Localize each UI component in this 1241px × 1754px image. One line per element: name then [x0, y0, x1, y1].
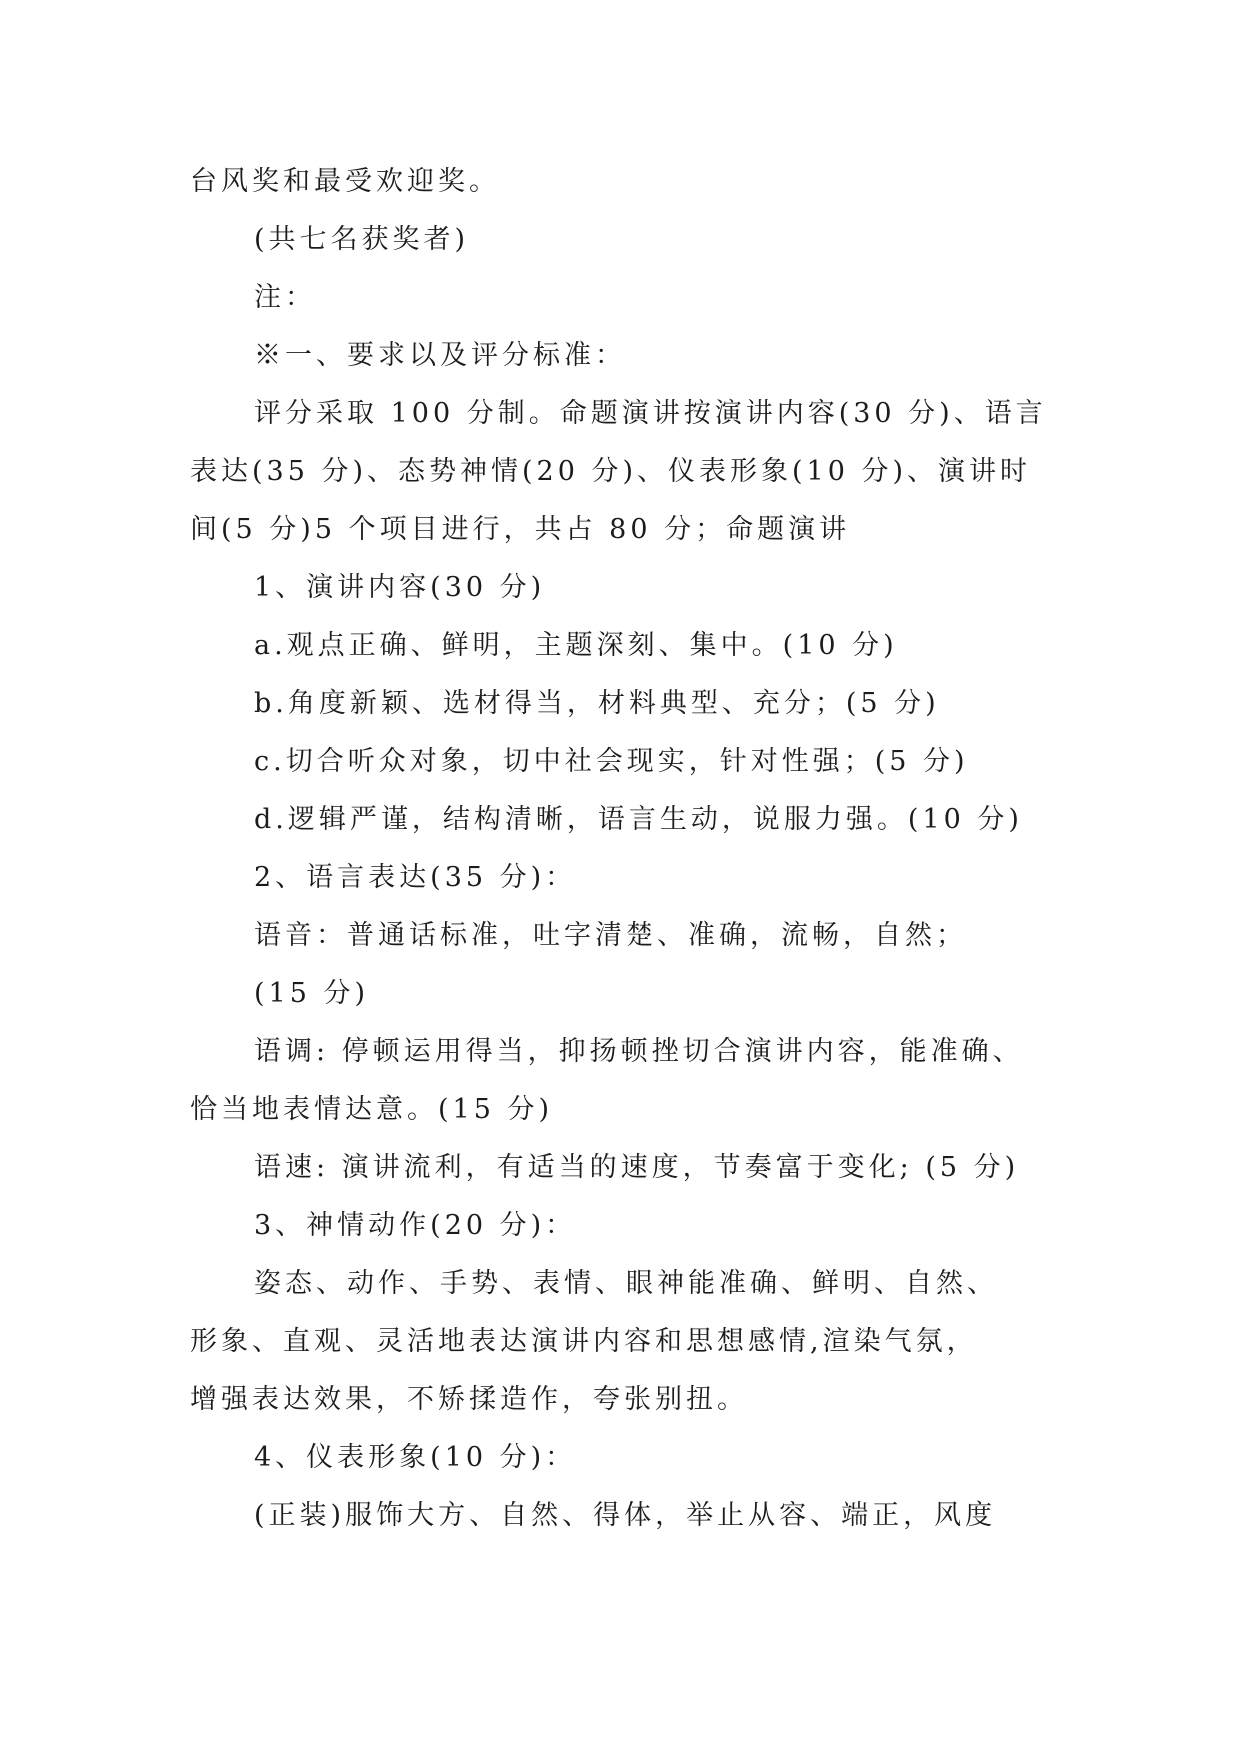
- text-line: 增强表达效果，不矫揉造作，夸张别扭。: [190, 1384, 748, 1415]
- text-line: b.角度新颖、选材得当，材料典型、充分；(5 分): [254, 688, 940, 719]
- text-line: ※一、要求以及评分标准：: [254, 340, 626, 371]
- text-line: 2、语言表达(35 分)：: [254, 862, 577, 893]
- text-line: 注：: [254, 282, 316, 313]
- text-line: 评分采取 100 分制。命题演讲按演讲内容(30 分)、语言: [254, 398, 1047, 429]
- text-line: a.观点正确、鲜明，主题深刻、集中。(10 分): [254, 630, 898, 661]
- text-line: 台风奖和最受欢迎奖。: [190, 166, 500, 197]
- text-line: 恰当地表情达意。(15 分): [190, 1094, 554, 1125]
- text-line: 表达(35 分)、态势神情(20 分)、仪表形象(10 分)、演讲时: [190, 456, 1032, 487]
- text-line: 语调: 停顿运用得当，抑扬顿挫切合演讲内容，能准确、: [254, 1036, 1024, 1067]
- text-line: 语速: 演讲流利，有适当的速度，节奏富于变化; (5 分): [254, 1152, 1020, 1183]
- text-line: 1、演讲内容(30 分): [254, 572, 546, 603]
- text-line: (共七名获奖者): [254, 224, 470, 255]
- text-line: (15 分): [254, 978, 370, 1009]
- text-line: 间(5 分)5 个项目进行，共占 80 分；命题演讲: [190, 514, 851, 545]
- text-line: 4、仪表形象(10 分)：: [254, 1442, 577, 1473]
- text-line: 形象、直观、灵活地表达演讲内容和思想感情,渲染气氛，: [190, 1326, 978, 1357]
- text-line: 语音：普通话标准，吐字清楚、准确，流畅，自然；: [254, 920, 967, 951]
- text-line: 3、神情动作(20 分)：: [254, 1210, 577, 1241]
- text-line: 姿态、动作、手势、表情、眼神能准确、鲜明、自然、: [254, 1268, 998, 1299]
- text-line: (正装)服饰大方、自然、得体，举止从容、端正，风度: [254, 1500, 997, 1531]
- document-body: [190, 153, 1090, 1545]
- text-line: d.逻辑严谨，结构清晰，语言生动，说服力强。(10 分): [254, 804, 1023, 835]
- text-line: c.切合听众对象，切中社会现实，针对性强；(5 分): [254, 746, 969, 777]
